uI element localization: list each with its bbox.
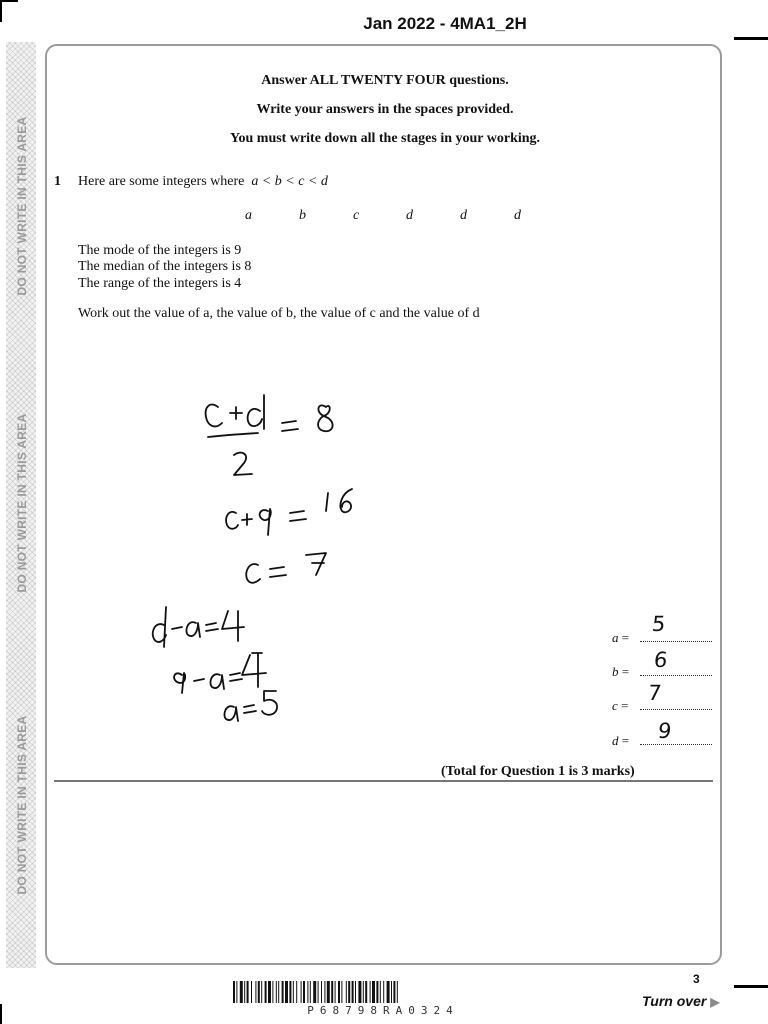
integer-symbol: d: [514, 208, 521, 223]
margin-warning: DO NOT WRITE IN THIS AREA: [15, 715, 29, 895]
page-header-title: Jan 2022 - 4MA1_2H: [363, 14, 527, 33]
corner-mark: [0, 0, 2, 22]
answer-value-c: 7: [646, 681, 663, 705]
question-fact: The median of the integers is 8: [78, 259, 252, 274]
answer-label-b: [612, 664, 629, 680]
equals-sign: =: [617, 698, 629, 713]
integer-symbol: d: [406, 208, 413, 223]
question-number: 1: [54, 174, 61, 189]
equals-sign: =: [618, 733, 630, 748]
question-fact: The range of the integers is 4: [78, 276, 242, 291]
answer-label-d: [612, 733, 629, 749]
question-intro-text: Here are some integers where: [78, 174, 245, 189]
answer-value-d: 9: [656, 719, 673, 743]
answer-value-a: 5: [650, 612, 667, 636]
answer-line-c[interactable]: [640, 709, 712, 710]
question-total: (Total for Question 1 is 3 marks): [441, 764, 635, 779]
answer-line-a[interactable]: [640, 641, 712, 642]
integer-symbol: a: [245, 208, 252, 223]
corner-mark: [0, 1004, 2, 1024]
question-task: Work out the value of a, the value of b, the value of c and the value of d: [78, 306, 480, 321]
answer-variable: b: [612, 664, 619, 679]
answer-line-b[interactable]: [640, 675, 712, 676]
instruction-line: Write your answers in the spaces provided.: [256, 102, 514, 117]
answer-variable: c: [612, 698, 618, 713]
margin-warning: DO NOT WRITE IN THIS AREA: [15, 116, 29, 296]
barcode: [233, 981, 533, 1003]
answer-line-d[interactable]: [640, 744, 712, 745]
corner-mark: [734, 37, 768, 40]
question-intro: [78, 174, 328, 190]
question-inequality: a < b < c < d: [251, 174, 328, 189]
corner-mark: [0, 0, 18, 2]
corner-mark: [734, 985, 768, 988]
answer-label-c: [612, 698, 628, 714]
answer-label-a: [612, 630, 629, 646]
integer-symbol: c: [353, 208, 360, 223]
turn-over-text: Turn over: [642, 993, 707, 1009]
equals-sign: =: [618, 664, 630, 679]
instruction-line: Answer ALL TWENTY FOUR questions.: [261, 73, 509, 88]
integer-symbol: b: [299, 208, 306, 223]
answer-variable: a: [612, 630, 619, 645]
turn-over-label: [642, 993, 720, 1009]
answer-value-b: 6: [652, 648, 669, 672]
arrow-right-icon: ▶: [710, 995, 720, 1009]
integer-symbol: d: [460, 208, 467, 223]
question-fact: The mode of the integers is 9: [78, 243, 242, 258]
handwritten-working: [130, 385, 380, 730]
equals-sign: =: [618, 630, 630, 645]
barcode-number: P68798RA0324: [307, 1004, 459, 1017]
page-number: 3: [693, 972, 700, 986]
margin-warning: DO NOT WRITE IN THIS AREA: [15, 413, 29, 593]
answer-variable: d: [612, 733, 619, 748]
question-divider: [54, 780, 713, 782]
instruction-line: You must write down all the stages in your working.: [229, 131, 541, 146]
